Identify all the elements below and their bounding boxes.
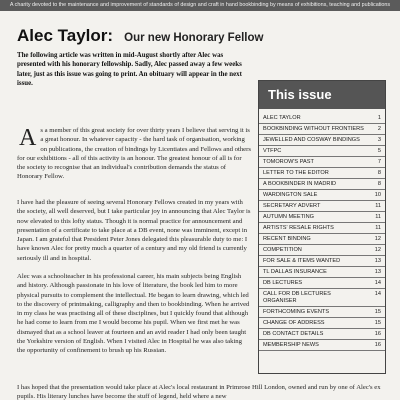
contents-item[interactable]: VTFPC 5 bbox=[259, 146, 385, 157]
contents-item[interactable]: CALL FOR DB LECTURES ORGANISER 14 bbox=[259, 289, 385, 307]
this-issue-sidebar bbox=[258, 80, 386, 374]
contents-item[interactable]: SECRETARY ADVERT 11 bbox=[259, 201, 385, 212]
contents-item[interactable]: CHANGE OF ADDRESS 15 bbox=[259, 318, 385, 329]
article-paragraph-3: Alec was a schoolteacher in his professional career, his main subjects being English and history. Although passionate in his love of literature, the book led him to more physical pursuits to complement the intellectual. He began to learn drawing, which led to the discovery of printmaking, calligraphy and then to bookbinding. When he arrived in my class he was practising all of these disciplines, but I quickly found that although he had come to learn from me I would become his pupil. When we first met he was dismayed that as a school leaver at fourteen and an avid reader I had only been taught the Yorkshire version of English. When I visited Alec in Hospital he was also taking the opportunity of confinement to brush up his Russian. bbox=[17, 273, 250, 355]
contents-item[interactable]: TOMOROW'S PAST 7 bbox=[259, 157, 385, 168]
contents-item[interactable]: DB CONTACT DETAILS 16 bbox=[259, 329, 385, 340]
article-headline bbox=[17, 26, 377, 48]
contents-item[interactable]: LETTER TO THE EDITOR 8 bbox=[259, 168, 385, 179]
article-paragraph-4: I has hoped that the presentation would take place at Alec's local restaurant in Primrose Hill London, owned and run by one of Alec's ex pupils. His literary lunches have become the stuff of legend, held where a new bbox=[17, 384, 381, 400]
charity-tagline: A charity devoted to the maintenance and improvement of standards of design and craft in hand bookbinding by means of exhibitions, teaching and publications bbox=[9, 2, 391, 8]
contents-item[interactable]: A BOOKBINDER IN MADRID 8 bbox=[259, 179, 385, 190]
contents-item[interactable]: DB LECTURES 14 bbox=[259, 278, 385, 289]
article-intro: The following article was written in mid-August shortly after Alec was presented with his honorary fellowship. Sadly, Alec passed away a few weeks later, just as this issue was going to print. An obituary will appear in the next issue. bbox=[17, 52, 242, 88]
contents-item[interactable]: ALEC TAYLOR 1 bbox=[259, 113, 385, 124]
paragraph-1-text: s a member of this great society for over thirty years I believe that serving it is a great honour. In whatever capacity - the hard task of organisation, working on publications, the creation of bindings by Licentiates and Fellows and others for our exhibitions - all of this activity is an honour. The greatest honour of all is for the society to recognise that an individual's contribution demands the status of Honorary Fellow. bbox=[17, 127, 251, 181]
drop-cap: A bbox=[19, 125, 37, 151]
contents-item[interactable]: RECENT BINDING 12 bbox=[259, 234, 385, 245]
headline-subtitle: Our new Honorary Fellow bbox=[124, 32, 264, 44]
contents-item[interactable]: FOR SALE & ITEMS WANTED 13 bbox=[259, 256, 385, 267]
contents-item[interactable]: JEWELLED AND COSWAY BINDINGS 3 bbox=[259, 135, 385, 146]
article-paragraph-2: I have had the pleasure of seeing several Honorary Fellows created in my years with the society, all well deserved, but I take particular joy in announcing that Alec Taylor is now elevated to this lofty status. Though it is normal practice for announcement and presentation of a certificate to take place at a DB event, none was imminent, except in Japan. I am grateful that President Peter Jones delegated this pleasurable duty to me: I have known Alec for pretty much a quarter of a century and my old friend is currently seriously ill and in hospital. bbox=[17, 199, 251, 262]
contents-item[interactable]: FORTHCOMING EVENTS 15 bbox=[259, 307, 385, 318]
contents-item[interactable]: WARDINGTON SALE 10 bbox=[259, 190, 385, 201]
contents-item[interactable]: COMPETITION 12 bbox=[259, 245, 385, 256]
headline-name: Alec Taylor: bbox=[17, 26, 114, 45]
contents-item[interactable]: MEMBERSHIP NEWS 16 bbox=[259, 340, 385, 351]
article-paragraph-1 bbox=[17, 126, 251, 182]
contents-item[interactable]: ARTISTS' RESALE RIGHTS 11 bbox=[259, 223, 385, 234]
contents-item[interactable]: AUTUMN MEETING 11 bbox=[259, 212, 385, 223]
contents-list bbox=[259, 109, 385, 351]
contents-item[interactable]: TL DALLAS INSURANCE 13 bbox=[259, 267, 385, 278]
sidebar-title: This issue bbox=[259, 81, 385, 109]
contents-item[interactable]: BOOKBINDING WITHOUT FRONTIERS 2 bbox=[259, 124, 385, 135]
